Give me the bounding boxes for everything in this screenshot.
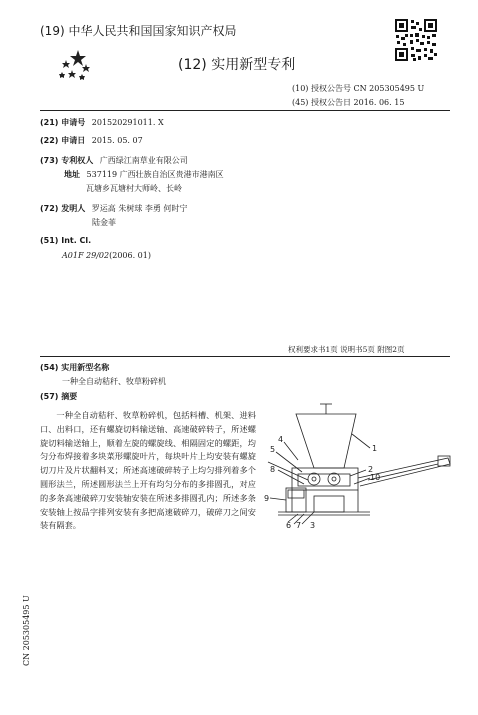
machine-body bbox=[292, 468, 358, 490]
pub-date-row bbox=[292, 97, 404, 108]
int-cl-code: A01F 29/02 bbox=[62, 251, 110, 260]
address-line-2: 瓦塘乡瓦塘村大师岭、长岭 bbox=[86, 184, 182, 193]
utility-model-title-label bbox=[40, 362, 109, 373]
page-counts: 权利要求书1页 说明书5页 附图2页 bbox=[288, 345, 405, 354]
middle-rule bbox=[40, 356, 450, 357]
figure-label-3: 3 bbox=[310, 521, 316, 530]
application-date-row bbox=[40, 135, 143, 146]
figure-label-2: 2 bbox=[368, 465, 374, 474]
inventors-label: (72) 发明人 bbox=[40, 204, 86, 213]
pub-date-label: (45) 授权公告日 bbox=[292, 98, 351, 107]
figure-label-6: 6 bbox=[286, 521, 292, 530]
figure-label-1: 1 bbox=[372, 444, 378, 453]
figure-label-7: 7 bbox=[296, 521, 302, 530]
address-label: 地址 bbox=[64, 170, 80, 179]
figure-label-9: 9 bbox=[264, 494, 270, 503]
figure-label-8: 8 bbox=[270, 465, 276, 474]
address-line-1: 537119 广西壮族自治区贵港市港南区 bbox=[86, 170, 224, 179]
office-name: (19) 中华人民共和国国家知识产权局 bbox=[40, 24, 237, 38]
int-cl-label bbox=[40, 236, 91, 245]
top-rule bbox=[40, 110, 450, 111]
application-date-label: (22) 申请日 bbox=[40, 136, 86, 145]
address-row bbox=[64, 169, 224, 180]
inventors-line-2: 陆金菲 bbox=[92, 218, 116, 227]
patentee-value: 广西绿江南草业有限公司 bbox=[99, 156, 188, 165]
abstract-label-text: (57) 摘要 bbox=[40, 392, 78, 401]
document-type: (12) 实用新型专利 bbox=[178, 57, 296, 73]
rotor-left bbox=[308, 473, 320, 485]
figure-label-5: 5 bbox=[270, 445, 276, 454]
application-number-label: (21) 申请号 bbox=[40, 118, 86, 127]
side-publication-code: CN 205305495 U bbox=[22, 595, 31, 666]
machine-drawing bbox=[258, 400, 458, 530]
abstract-label bbox=[40, 391, 77, 402]
patentee-row bbox=[40, 155, 188, 166]
int-cl-date: (2006. 01) bbox=[109, 251, 151, 260]
title-label-text: (54) 实用新型名称 bbox=[40, 363, 110, 372]
figure-label-10: 10 bbox=[370, 473, 381, 482]
utility-model-title: 一种全自动秸秆、牧草粉碎机 bbox=[62, 377, 166, 386]
pub-date-value: 2016. 06. 15 bbox=[353, 98, 405, 107]
patentee-label: (73) 专利权人 bbox=[40, 156, 94, 165]
application-number-row bbox=[40, 117, 164, 128]
figure-label-4: 4 bbox=[278, 435, 284, 444]
rotor-right bbox=[328, 473, 340, 485]
qr-code-icon bbox=[394, 18, 438, 62]
motor-housing bbox=[286, 488, 306, 512]
hopper-shape bbox=[296, 414, 356, 468]
inventors-line-1: 罗运高 朱树球 李勇 何时宁 bbox=[91, 204, 188, 213]
pub-number-label: (10) 授权公告号 bbox=[292, 84, 351, 93]
cnipa-star-logo-icon bbox=[58, 48, 94, 82]
int-cl-value bbox=[62, 251, 151, 260]
application-number-value: 201520291011. X bbox=[91, 118, 164, 127]
int-cl-label-text: (51) Int. Cl. bbox=[40, 236, 92, 245]
application-date-value: 2015. 05. 07 bbox=[91, 136, 143, 145]
pub-number-value: CN 205305495 U bbox=[353, 84, 425, 93]
inventors-row bbox=[40, 203, 187, 214]
abstract-text: 一种全自动秸秆、牧草粉碎机，包括料槽、机架、进料口、出料口，还有螺旋切料输送轴、高速破碎转子，所述螺旋切料输送轴上，顺着左旋的螺旋线、相隔固定的螺距，均匀分布焊接着多块菜形螺旋叶片，每块叶片上均安装有螺旋切刀片及片状翻料叉；所述高速破碎转子上均匀排列着多个圆形法兰，所述圆形法兰上开有均匀分布的多排圆孔，对应的多条高速破碎刀安装轴安装在所述多排圆孔内；所述多条安装轴上按品字排列安装有多把高速破碎刀，破碎刀之间安装有隔套。 bbox=[40, 410, 256, 531]
pub-number-row bbox=[292, 83, 424, 94]
